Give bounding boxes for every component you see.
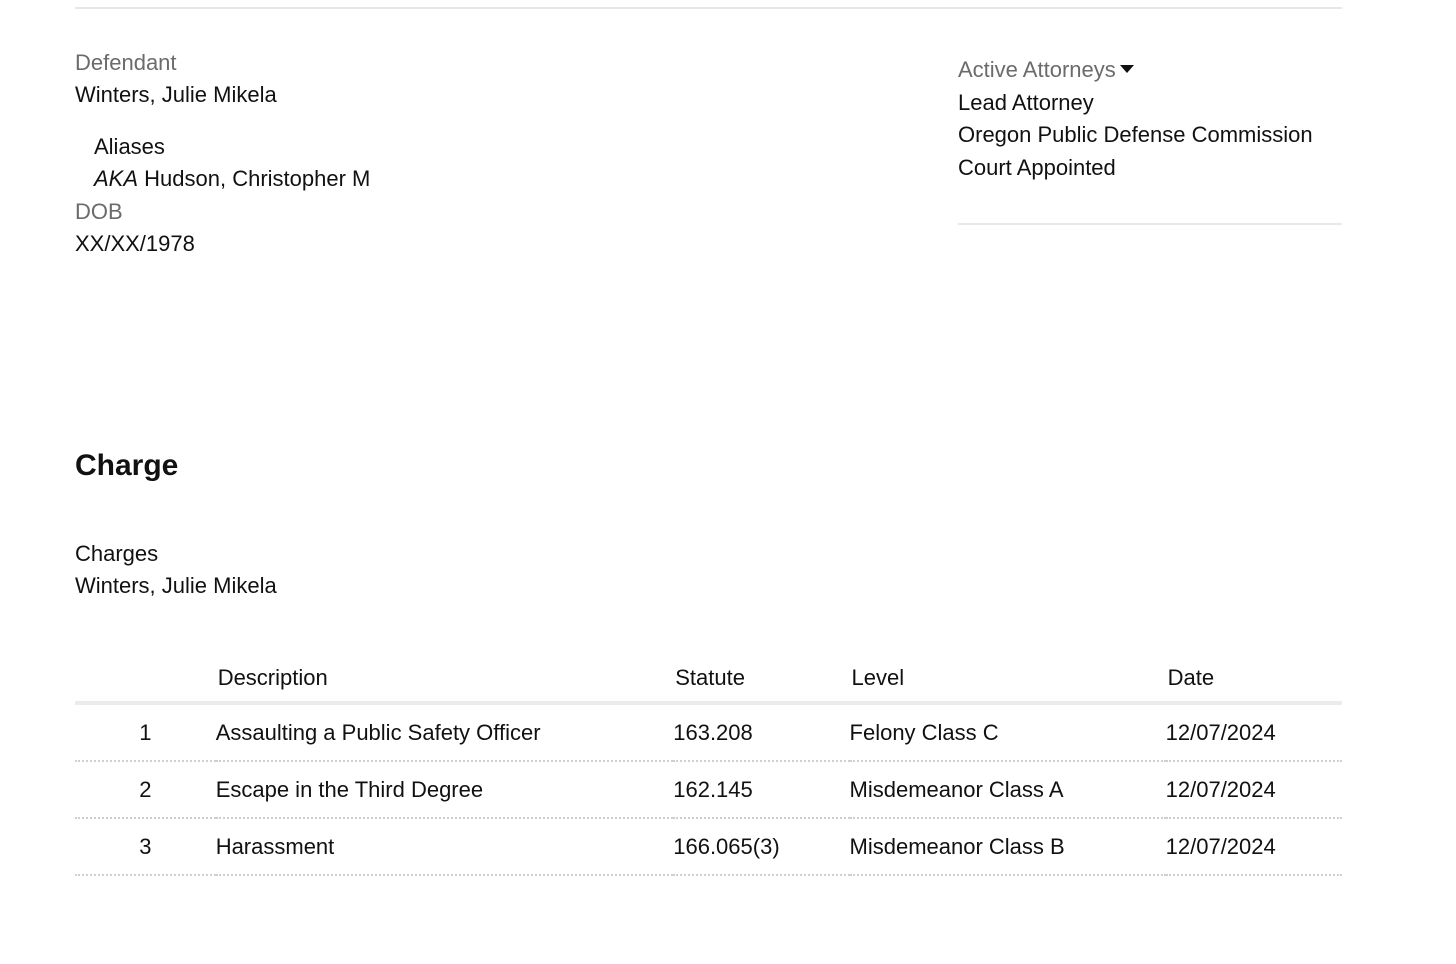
defendant-name: Winters, Julie Mikela: [75, 82, 277, 107]
charge-level: Misdemeanor Class A: [850, 761, 1166, 818]
active-attorneys-toggle[interactable]: [958, 56, 1134, 84]
top-divider: [75, 7, 1342, 9]
dob-label: DOB: [75, 199, 123, 224]
alias-entry: [94, 165, 370, 193]
charge-number: 2: [75, 761, 216, 818]
charge-statute: 162.145: [673, 761, 849, 818]
header-date: Date: [1166, 655, 1342, 703]
aliases-label: Aliases: [94, 134, 165, 159]
charge-description: Assaulting a Public Safety Officer: [216, 703, 674, 761]
alias-prefix: AKA: [94, 166, 139, 191]
charge-date: 12/07/2024: [1166, 703, 1342, 761]
charge-date: 12/07/2024: [1166, 818, 1342, 875]
charge-row: [75, 761, 1342, 818]
header-level: Level: [850, 655, 1166, 703]
charges-label: Charges: [75, 541, 159, 566]
caret-down-icon: [1120, 65, 1134, 73]
attorneys-divider: [958, 223, 1342, 225]
active-attorneys-label: Active Attorneys: [958, 57, 1116, 82]
charge-statute: 166.065(3): [673, 818, 849, 875]
charge-level: Felony Class C: [850, 703, 1166, 761]
dob-value: XX/XX/1978: [75, 231, 195, 256]
defendant-label: Defendant: [75, 50, 177, 75]
charges-table-header: [75, 655, 1342, 703]
charge-number: 3: [75, 818, 216, 875]
charge-row: [75, 818, 1342, 875]
charge-number: 1: [75, 703, 216, 761]
attorney-type: Court Appointed: [958, 155, 1116, 180]
header-description: Description: [216, 655, 674, 703]
charge-description: Escape in the Third Degree: [216, 761, 674, 818]
charges-table: [75, 655, 1342, 876]
charge-statute: 163.208: [673, 703, 849, 761]
charge-section-title: Charge: [75, 449, 179, 482]
charges-party-name: Winters, Julie Mikela: [75, 573, 277, 598]
alias-name: Hudson, Christopher M: [144, 166, 371, 191]
charge-row: [75, 703, 1342, 761]
charge-level: Misdemeanor Class B: [850, 818, 1166, 875]
header-number: [75, 655, 216, 703]
attorney-role: Lead Attorney: [958, 90, 1094, 115]
charge-description: Harassment: [216, 818, 674, 875]
charge-date: 12/07/2024: [1166, 761, 1342, 818]
header-statute: Statute: [673, 655, 849, 703]
attorney-name: Oregon Public Defense Commission: [958, 122, 1313, 147]
